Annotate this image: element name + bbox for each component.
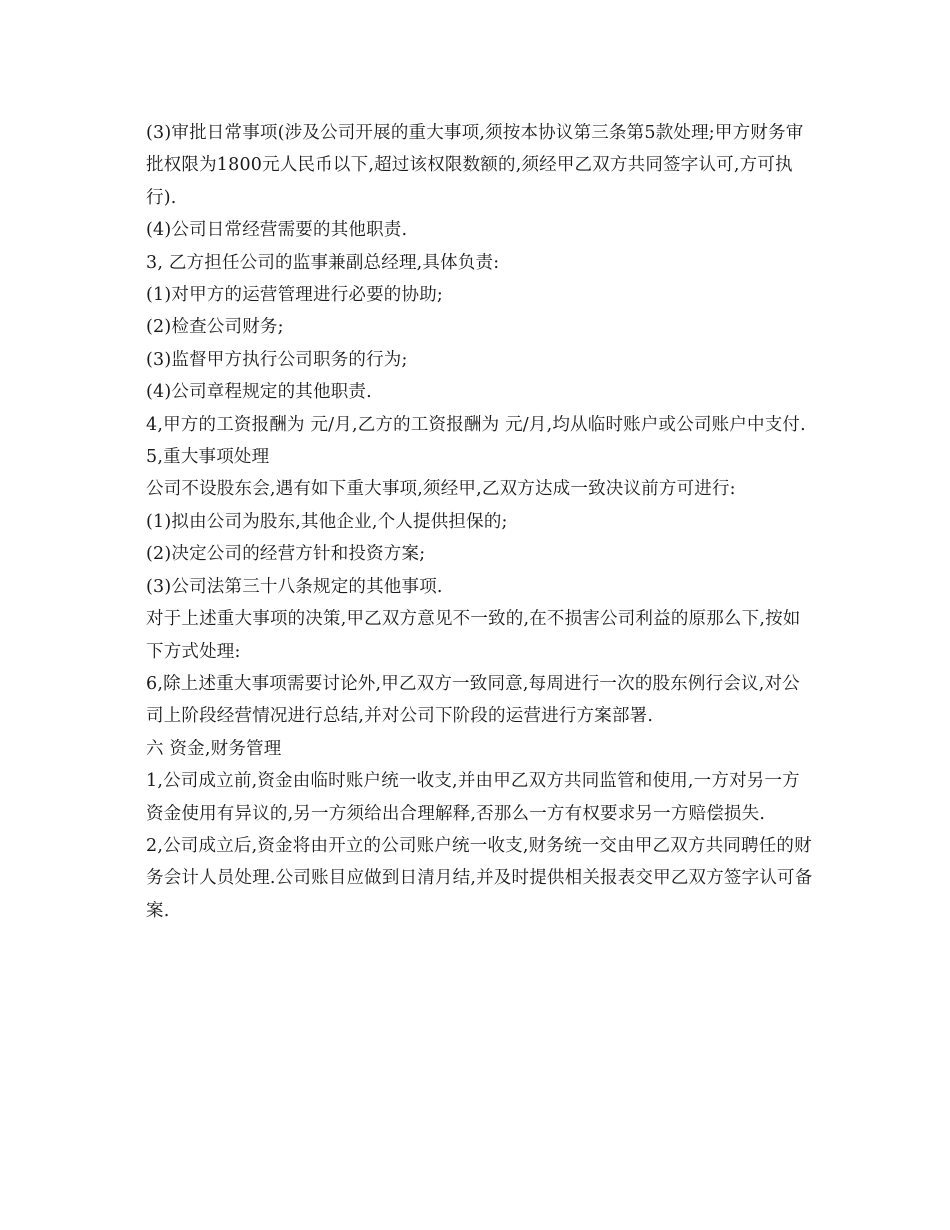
paragraph: 1,公司成立前,资金由临时账户统一收支,并由甲乙双方共同监管和使用,一方对另一方资金使用有异议的,另一方须给出合理解释,否那么一方有权要求另一方赔偿损失.: [146, 771, 800, 824]
paragraph: (4)公司日常经营需要的其他职责.: [146, 220, 408, 241]
paragraph: (1)对甲方的运营管理进行必要的协助;: [146, 285, 443, 306]
paragraph: 3, 乙方担任公司的监事兼副总经理,具体负责:: [146, 252, 500, 273]
document-body: [146, 117, 816, 927]
section-heading: 六 资金,财务管理: [146, 738, 282, 759]
paragraph: 6,除上述重大事项需要讨论外,甲乙双方一致同意,每周进行一次的股东例行会议,对公司上阶段经营情况进行总结,并对公司下阶段的运营进行方案部署.: [146, 673, 800, 727]
paragraph: (1)拟由公司为股东,其他企业,个人提供担保的;: [146, 511, 508, 532]
paragraph: (3)公司法第三十八条规定的其他事项.: [146, 576, 443, 597]
section-heading: 5,重大事项处理: [146, 447, 270, 468]
paragraph: 4,甲方的工资报酬为 元/月,乙方的工资报酬为 元/月,均从临时账户或公司账户中支付.: [146, 414, 806, 435]
paragraph: (4)公司章程规定的其他职责.: [146, 382, 372, 403]
paragraph: 2,公司成立后,资金将由开立的公司账户统一收支,财务统一交由甲乙双方共同聘任的财务会计人员处理.公司账目应做到日清月结,并及时提供相关报表交甲乙双方签字认可备案.: [146, 835, 813, 921]
paragraph: 对于上述重大事项的决策,甲乙双方意见不一致的,在不损害公司利益的原那么下,按如下方式处理:: [146, 609, 801, 662]
paragraph: (3)监督甲方执行公司职务的行为;: [146, 349, 408, 370]
paragraph: 公司不设股东会,遇有如下重大事项,须经甲,乙双方达成一致决议前方可进行:: [146, 479, 736, 500]
paragraph: (3)审批日常事项(涉及公司开展的重大事项,须按本协议第三条第5款处理;甲方财务审批权限为1800元人民币以下,超过该权限数额的,须经甲乙双方共同签字认可,方可执行).: [146, 123, 804, 208]
paragraph: (2)决定公司的经营方针和投资方案;: [146, 544, 426, 565]
paragraph: (2)检查公司财务;: [146, 317, 284, 338]
